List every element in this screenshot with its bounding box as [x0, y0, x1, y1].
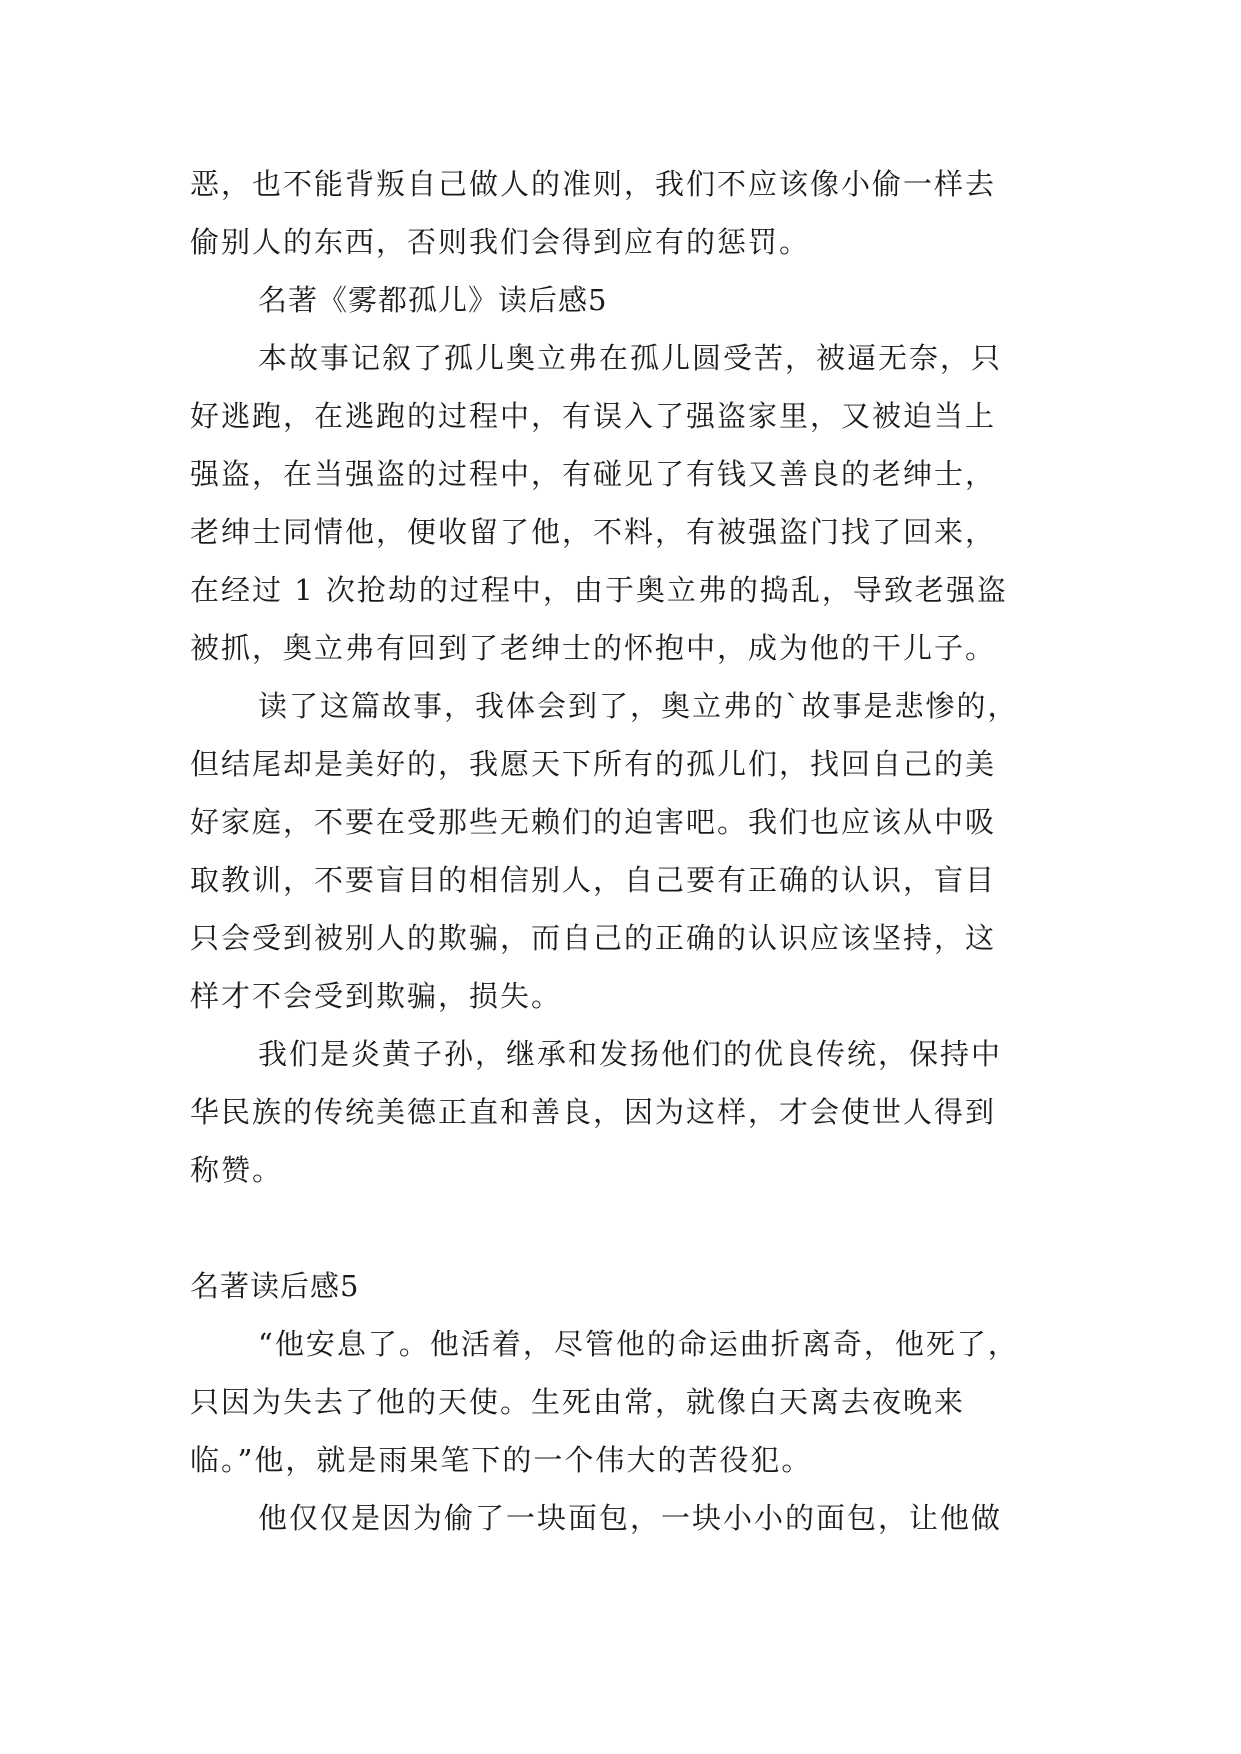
- paragraph-line: 好家庭，不要在受那些无赖们的迫害吧。我们也应该从中吸: [190, 805, 997, 839]
- paragraph-line: 老绅士同情他，便收留了他，不料，有被强盗门找了回来，: [190, 515, 997, 549]
- paragraph-line: 取教训，不要盲目的相信别人，自己要有正确的认识，盲目: [190, 863, 997, 897]
- paragraph-line: 本故事记叙了孤儿奥立弗在孤儿圆受苦，被逼无奈，只: [258, 341, 1003, 375]
- paragraph-line: 读了这篇故事，我体会到了，奥立弗的`故事是悲惨的，: [258, 689, 1019, 723]
- paragraph-line: 临。”他，就是雨果笔下的一个伟大的苦役犯。: [190, 1443, 813, 1477]
- paragraph-line: 样才不会受到欺骗，损失。: [190, 979, 563, 1013]
- paragraph-line: 称赞。: [190, 1153, 284, 1187]
- section-heading: 名著读后感5: [190, 1269, 360, 1303]
- paragraph-line: 他仅仅是因为偷了一块面包，一块小小的面包，让他做: [258, 1501, 1003, 1535]
- paragraph-line: 但结尾却是美好的，我愿天下所有的孤儿们，找回自己的美: [190, 747, 997, 781]
- paragraph-line: 只会受到被别人的欺骗，而自己的正确的认识应该坚持，这: [190, 921, 997, 955]
- paragraph-line: 好逃跑，在逃跑的过程中，有误入了强盗家里，又被迫当上: [190, 399, 997, 433]
- paragraph-line: 我们是炎黄子孙，继承和发扬他们的优良传统，保持中: [258, 1037, 1003, 1071]
- paragraph-line: 被抓，奥立弗有回到了老绅士的怀抱中，成为他的干儿子。: [190, 631, 997, 665]
- paragraph-line: 偷别人的东西，否则我们会得到应有的惩罚。: [190, 225, 811, 259]
- paragraph-line: “他安息了。他活着，尽管他的命运曲折离奇，他死了，: [258, 1327, 1019, 1361]
- paragraph-line: 强盗，在当强盗的过程中，有碰见了有钱又善良的老绅士，: [190, 457, 997, 491]
- paragraph-line: 恶，也不能背叛自己做人的准则，我们不应该像小偷一样去: [190, 167, 997, 201]
- paragraph-line: 只因为失去了他的天使。生死由常，就像白天离去夜晚来: [190, 1385, 966, 1419]
- section-heading: 名著《雾都孤儿》读后感5: [258, 283, 608, 317]
- paragraph-line: 在经过 1 次抢劫的过程中，由于奥立弗的捣乱，导致老强盗: [190, 573, 1008, 607]
- paragraph-line: 华民族的传统美德正直和善良，因为这样，才会使世人得到: [190, 1095, 997, 1129]
